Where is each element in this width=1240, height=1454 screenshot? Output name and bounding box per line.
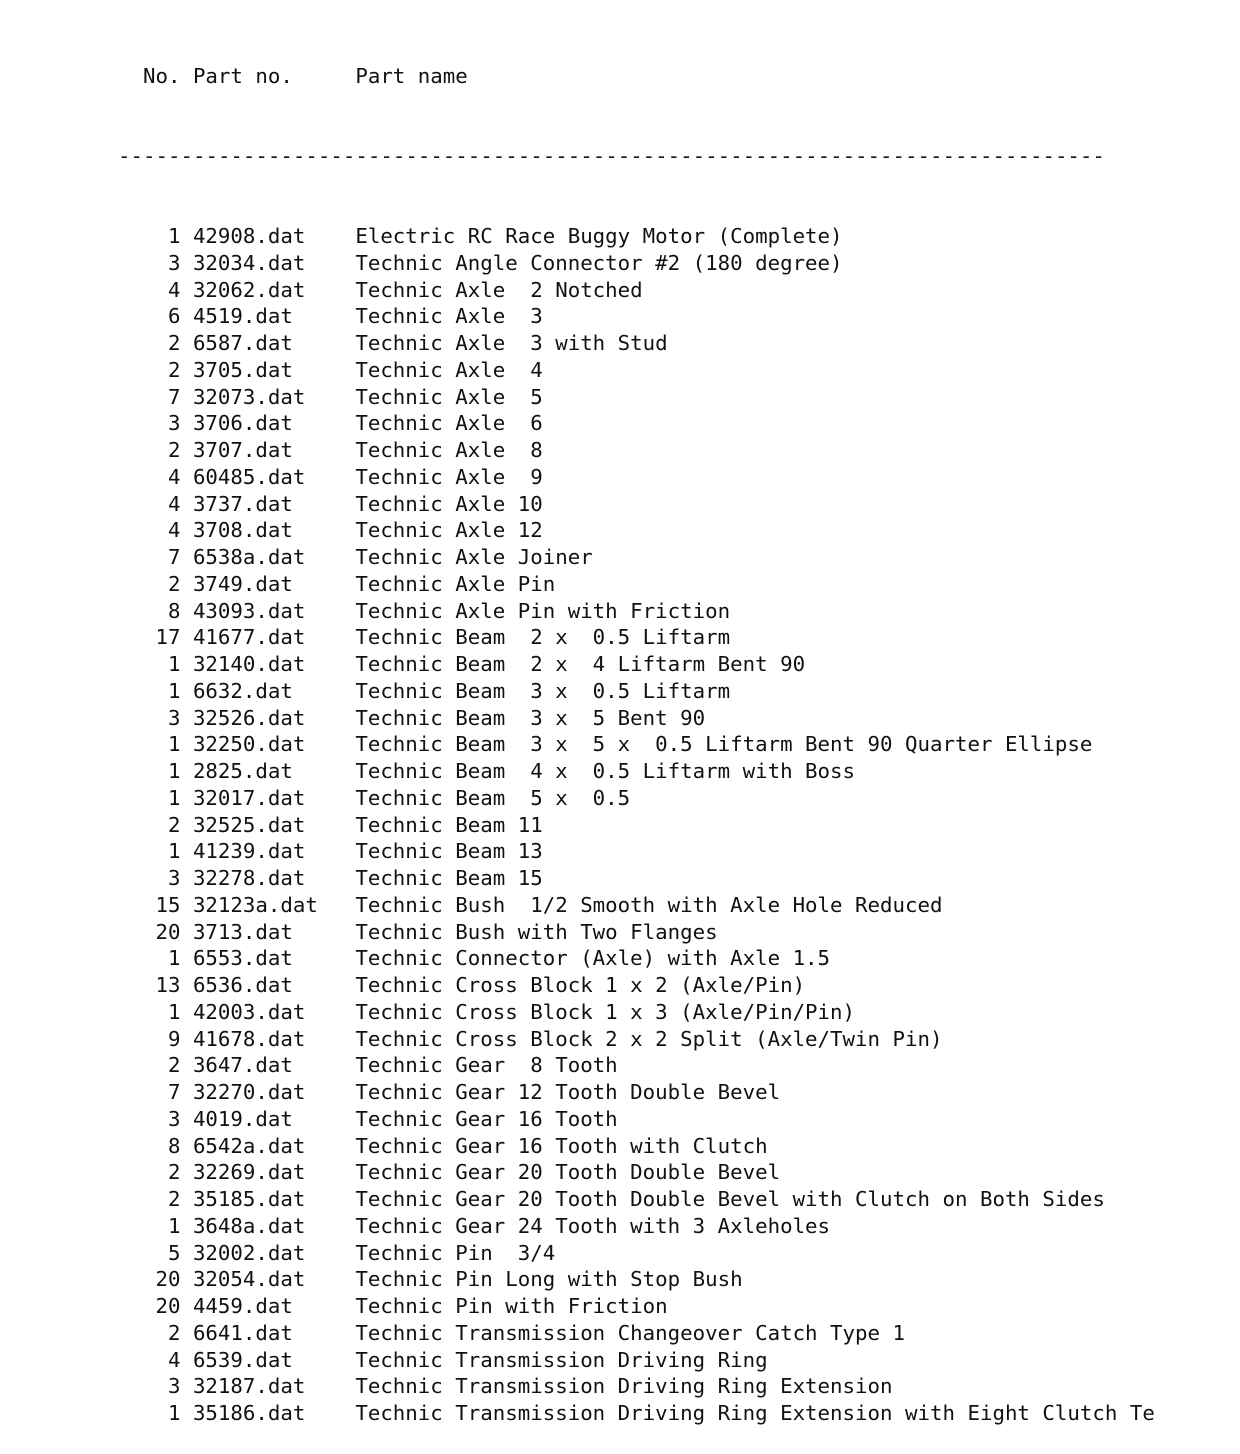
parts-row [118, 1052, 1155, 1079]
quantity: 4 [167, 464, 181, 489]
quantity: 2 [167, 571, 181, 596]
parts-row [118, 678, 1155, 705]
part-number: 32054.dat [192, 1267, 306, 1292]
part-name: Technic Pin 3/4 [355, 1240, 556, 1265]
parts-row [118, 517, 1155, 544]
parts-row [118, 1133, 1155, 1160]
quantity: 20 [155, 1294, 181, 1318]
parts-row [118, 892, 1155, 919]
quantity: 2 [167, 1160, 181, 1185]
parts-row [118, 972, 1155, 999]
parts-row [118, 919, 1155, 946]
parts-row [118, 410, 1155, 437]
parts-row [118, 250, 1155, 277]
quantity: 15 [155, 892, 181, 917]
parts-row [118, 731, 1155, 758]
part-name: Technic Gear 24 Tooth with 3 Axleholes [355, 1213, 831, 1238]
part-name: Technic Axle 9 [355, 464, 543, 489]
parts-row [118, 491, 1155, 518]
quantity: 2 [167, 357, 181, 382]
part-name: Technic Beam 4 x 0.5 Liftarm with Boss [355, 759, 856, 783]
part-name: Technic Transmission Driving Ring Extension [355, 1374, 893, 1399]
part-number: 6632.dat [192, 678, 293, 703]
header-no: No. [142, 63, 181, 88]
quantity: 3 [167, 866, 181, 890]
part-number: 32017.dat [192, 785, 306, 810]
part-number: 4019.dat [192, 1106, 293, 1131]
part-number: 3648a.dat [192, 1213, 306, 1238]
parts-row [118, 945, 1155, 972]
part-name: Technic Bush with Two Flanges [355, 919, 718, 944]
part-name: Technic Gear 16 Tooth with Clutch [355, 1133, 768, 1158]
parts-row [118, 1400, 1155, 1427]
part-number: 6538a.dat [192, 545, 306, 569]
quantity: 4 [167, 518, 181, 543]
part-number: 6587.dat [192, 331, 293, 355]
part-name: Technic Beam 2 x 4 Liftarm Bent 90 [355, 652, 806, 676]
part-number: 32187.dat [192, 1374, 306, 1399]
part-number: 35185.dat [192, 1187, 306, 1211]
parts-row [118, 384, 1155, 411]
part-name: Technic Gear 20 Tooth Double Bevel with Clutch on Both Sides [355, 1187, 1105, 1211]
part-name: Technic Axle 2 Notched [355, 277, 643, 302]
parts-row [118, 1266, 1155, 1293]
part-name: Technic Axle 8 [355, 438, 543, 462]
part-number: 32002.dat [192, 1240, 306, 1265]
quantity: 2 [167, 812, 181, 837]
part-number: 32269.dat [192, 1160, 306, 1185]
header-part-name: Part name [355, 63, 468, 88]
quantity: 2 [167, 331, 181, 355]
part-name: Electric RC Race Buggy Motor (Complete) [355, 224, 843, 248]
part-number: 42908.dat [192, 224, 306, 248]
parts-row [118, 812, 1155, 839]
parts-row [118, 1240, 1155, 1267]
parts-row [118, 1159, 1155, 1186]
part-name: Technic Gear 8 Tooth [355, 1053, 618, 1078]
quantity: 1 [167, 652, 181, 676]
part-name: Technic Axle 6 [355, 411, 543, 436]
quantity: 4 [167, 1347, 181, 1372]
quantity: 1 [167, 946, 181, 971]
part-name: Technic Angle Connector #2 (180 degree) [355, 250, 843, 275]
part-name: Technic Beam 15 [355, 866, 543, 890]
header-row [118, 63, 1155, 90]
quantity: 4 [167, 277, 181, 302]
quantity: 3 [167, 1374, 181, 1399]
part-number: 32140.dat [192, 652, 306, 676]
quantity: 4 [167, 491, 181, 516]
parts-row [118, 865, 1155, 892]
part-name: Technic Axle 10 [355, 491, 543, 516]
parts-row [118, 303, 1155, 330]
part-number: 41677.dat [192, 625, 306, 650]
quantity: 17 [155, 625, 181, 650]
quantity: 1 [167, 1213, 181, 1238]
quantity: 7 [167, 384, 181, 409]
quantity: 1 [167, 839, 181, 864]
quantity: 2 [167, 1053, 181, 1078]
part-number: 6553.dat [192, 946, 293, 971]
parts-row [118, 758, 1155, 785]
quantity: 1 [167, 732, 181, 757]
part-number: 4519.dat [192, 304, 293, 329]
part-number: 32073.dat [192, 384, 306, 409]
part-number: 32278.dat [192, 866, 306, 890]
part-number: 32526.dat [192, 705, 306, 730]
part-number: 3705.dat [192, 357, 293, 382]
quantity: 3 [167, 411, 181, 436]
parts-list [118, 9, 1155, 1454]
part-name: Technic Axle 5 [355, 384, 543, 409]
parts-row [118, 1106, 1155, 1133]
part-number: 6536.dat [192, 973, 293, 997]
parts-row [118, 1079, 1155, 1106]
part-number: 32034.dat [192, 250, 306, 275]
part-number: 35186.dat [192, 1401, 306, 1425]
part-name: Technic Gear 20 Tooth Double Bevel [355, 1160, 781, 1185]
quantity: 6 [167, 304, 181, 329]
parts-row [118, 705, 1155, 732]
part-name: Technic Axle 3 [355, 304, 543, 329]
part-number: 6641.dat [192, 1320, 293, 1345]
part-number: 6542a.dat [192, 1133, 306, 1158]
quantity: 8 [167, 598, 181, 623]
quantity: 20 [155, 1267, 181, 1292]
part-name: Technic Beam 13 [355, 839, 543, 864]
quantity: 3 [167, 705, 181, 730]
part-number: 32270.dat [192, 1080, 306, 1104]
parts-rows [118, 223, 1155, 1427]
quantity: 2 [167, 1187, 181, 1211]
part-number: 3749.dat [192, 571, 293, 596]
parts-row [118, 571, 1155, 598]
parts-row [118, 1293, 1155, 1320]
quantity: 8 [167, 1133, 181, 1158]
part-number: 3706.dat [192, 411, 293, 436]
part-number: 4459.dat [192, 1294, 293, 1318]
part-number: 43093.dat [192, 598, 306, 623]
part-name: Technic Cross Block 1 x 3 (Axle/Pin/Pin) [355, 999, 856, 1024]
part-name: Technic Axle 4 [355, 357, 543, 382]
part-name: Technic Beam 2 x 0.5 Liftarm [355, 625, 731, 650]
parts-row [118, 1347, 1155, 1374]
part-name: Technic Gear 12 Tooth Double Bevel [355, 1080, 781, 1104]
part-name: Technic Beam 5 x 0.5 [355, 785, 631, 810]
quantity: 1 [167, 678, 181, 703]
part-number: 2825.dat [192, 759, 293, 783]
header-part-no: Part no. [192, 63, 293, 88]
quantity: 7 [167, 1080, 181, 1104]
parts-row [118, 1213, 1155, 1240]
part-number: 41239.dat [192, 839, 306, 864]
part-name: Technic Gear 16 Tooth [355, 1106, 618, 1131]
part-name: Technic Beam 3 x 5 Bent 90 [355, 705, 706, 730]
parts-row [118, 357, 1155, 384]
part-name: Technic Bush 1/2 Smooth with Axle Hole Reduced [355, 892, 943, 917]
part-number: 3713.dat [192, 919, 293, 944]
part-name: Technic Cross Block 1 x 2 (Axle/Pin) [355, 973, 806, 997]
part-number: 32123a.dat [192, 892, 318, 917]
part-name: Technic Axle Pin with Friction [355, 598, 731, 623]
parts-row [118, 999, 1155, 1026]
part-number: 6539.dat [192, 1347, 293, 1372]
part-number: 42003.dat [192, 999, 306, 1024]
separator-line: ------------------------------------------------------------------------------- [118, 143, 1105, 168]
parts-row [118, 1186, 1155, 1213]
part-name: Technic Transmission Changeover Catch Type 1 [355, 1320, 906, 1345]
parts-row [118, 544, 1155, 571]
part-number: 41678.dat [192, 1026, 306, 1051]
parts-row [118, 437, 1155, 464]
quantity: 20 [155, 919, 181, 944]
quantity: 1 [167, 999, 181, 1024]
part-number: 3707.dat [192, 438, 293, 462]
part-name: Technic Axle Joiner [355, 545, 593, 569]
part-number: 60485.dat [192, 464, 306, 489]
quantity: 7 [167, 545, 181, 569]
quantity: 1 [167, 759, 181, 783]
quantity: 2 [167, 438, 181, 462]
quantity: 3 [167, 1106, 181, 1131]
quantity: 13 [155, 973, 181, 997]
part-name: Technic Pin Long with Stop Bush [355, 1267, 743, 1292]
part-number: 3708.dat [192, 518, 293, 543]
part-name: Technic Axle Pin [355, 571, 556, 596]
part-name: Technic Connector (Axle) with Axle 1.5 [355, 946, 831, 971]
part-name: Technic Axle 3 with Stud [355, 331, 668, 355]
part-name: Technic Beam 11 [355, 812, 543, 837]
quantity: 2 [167, 1320, 181, 1345]
parts-row [118, 651, 1155, 678]
part-number: 3647.dat [192, 1053, 293, 1078]
parts-row [118, 277, 1155, 304]
part-name: Technic Transmission Driving Ring Extension with Eight Clutch Te [355, 1401, 1155, 1425]
parts-row [118, 1320, 1155, 1347]
quantity: 1 [167, 1401, 181, 1425]
quantity: 1 [167, 224, 181, 248]
part-number: 3737.dat [192, 491, 293, 516]
part-name: Technic Transmission Driving Ring [355, 1347, 768, 1372]
part-number: 32250.dat [192, 732, 306, 757]
quantity: 1 [167, 785, 181, 810]
quantity: 5 [167, 1240, 181, 1265]
part-name: Technic Pin with Friction [355, 1294, 668, 1318]
parts-row [118, 838, 1155, 865]
part-name: Technic Axle 12 [355, 518, 543, 543]
quantity: 9 [167, 1026, 181, 1051]
parts-row [118, 330, 1155, 357]
parts-row [118, 1373, 1155, 1400]
parts-row [118, 1026, 1155, 1053]
part-name: Technic Beam 3 x 5 x 0.5 Liftarm Bent 90 Quarter Ellipse [355, 732, 1093, 757]
parts-row [118, 624, 1155, 651]
parts-row [118, 598, 1155, 625]
parts-row [118, 464, 1155, 491]
part-number: 32525.dat [192, 812, 306, 837]
part-number: 32062.dat [192, 277, 306, 302]
part-name: Technic Beam 3 x 0.5 Liftarm [355, 678, 731, 703]
part-name: Technic Cross Block 2 x 2 Split (Axle/Twin Pin) [355, 1026, 943, 1051]
quantity: 3 [167, 250, 181, 275]
parts-row [118, 223, 1155, 250]
parts-row [118, 785, 1155, 812]
